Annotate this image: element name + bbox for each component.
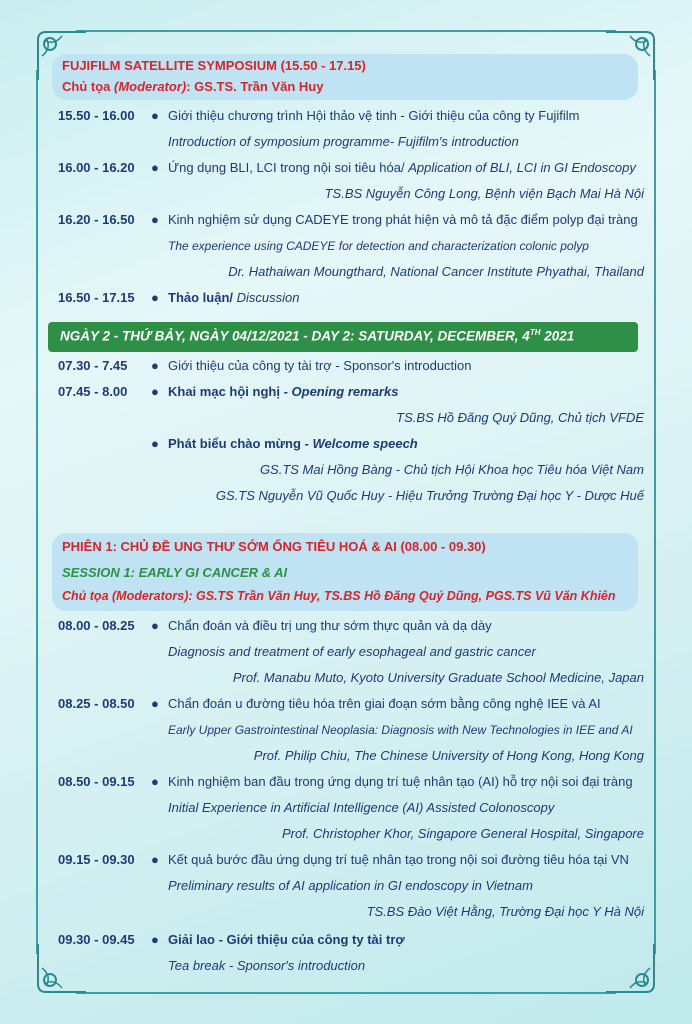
bullet-icon: ● — [151, 384, 159, 399]
bullet-icon: ● — [151, 618, 159, 633]
bullet-icon: ● — [151, 436, 159, 451]
speaker: TS.BS Đào Việt Hằng, Trường Đại học Y Hà Nội — [366, 904, 644, 919]
fuji-header-band — [52, 54, 638, 100]
bullet-icon: ● — [151, 108, 159, 123]
topic: Giới thiệu chương trình Hội thảo vệ tinh - Giới thiệu của công ty Fujifilm — [168, 108, 580, 123]
fuji-moderator — [62, 79, 323, 94]
session1-moderators: Chủ tọa (Moderators): GS.TS Trần Văn Huy, TS.BS Hồ Đăng Quý Dũng, PGS.TS Vũ Văn Khiên — [62, 589, 616, 603]
time: 08.00 - 08.25 — [58, 618, 135, 633]
session1-header-band — [52, 533, 638, 611]
topic-en: The experience using CADEYE for detection and characterization colonic polyp — [168, 239, 589, 253]
bullet-icon: ● — [151, 358, 159, 373]
time: 07.45 - 8.00 — [58, 384, 128, 399]
time: 16.00 - 16.20 — [58, 160, 135, 175]
time: 08.50 - 09.15 — [58, 774, 135, 789]
bullet-icon: ● — [151, 160, 159, 175]
session1-title: PHIÊN 1: CHỦ ĐỀ UNG THƯ SỚM ỐNG TIÊU HOÁ & AI (08.00 - 09.30) — [62, 539, 486, 554]
time: 16.50 - 17.15 — [58, 290, 135, 305]
bullet-icon: ● — [151, 774, 159, 789]
topic: Phát biểu chào mừng - Welcome speech — [168, 436, 418, 451]
moderator-name: : GS.TS. Trần Văn Huy — [186, 79, 324, 94]
bullet-icon: ● — [151, 290, 159, 305]
moderator-tag: (Moderator) — [114, 79, 187, 94]
time: 09.30 - 09.45 — [58, 932, 135, 947]
topic: Kết quả bước đầu ứng dụng trí tuệ nhân tạo trong nội soi đường tiêu hóa tại VN — [168, 852, 629, 867]
topic: Kinh nghiệm ban đầu trong ứng dụng trí tuệ nhân tạo (AI) hỗ trợ nội soi đại tràng — [168, 774, 633, 789]
topic-en: Introduction of symposium programme- Fujifilm's introduction — [168, 134, 519, 149]
fuji-title: FUJIFILM SATELLITE SYMPOSIUM (15.50 - 17.15) — [62, 58, 366, 73]
speaker: Dr. Hathaiwan Moungthard, National Cancer Institute Phyathai, Thailand — [228, 264, 644, 279]
time: 07.30 - 7.45 — [58, 358, 128, 373]
bullet-icon: ● — [151, 852, 159, 867]
time: 08.25 - 08.50 — [58, 696, 135, 711]
time: 09.15 - 09.30 — [58, 852, 135, 867]
speaker: TS.BS Hồ Đăng Quý Dũng, Chủ tịch VFDE — [396, 410, 644, 425]
topic: Chẩn đoán và điều trị ung thư sớm thực quản và dạ dày — [168, 618, 492, 633]
topic: Ứng dụng BLI, LCI trong nội soi tiêu hóa/ Application of BLI, LCI in GI Endoscopy — [168, 160, 636, 175]
topic: Kinh nghiệm sử dụng CADEYE trong phát hiện và mô tả đặc điểm polyp đại tràng — [168, 212, 638, 227]
session1-subtitle: SESSION 1: EARLY GI CANCER & AI — [62, 565, 288, 580]
speaker: GS.TS Mai Hồng Bàng - Chủ tịch Hội Khoa học Tiêu hóa Việt Nam — [259, 462, 644, 477]
bullet-icon: ● — [151, 932, 159, 947]
speaker: Prof. Manabu Muto, Kyoto University Graduate School Medicine, Japan — [232, 670, 644, 685]
bullet-icon: ● — [151, 212, 159, 227]
speaker: Prof. Christopher Khor, Singapore General Hospital, Singapore — [281, 826, 644, 841]
topic-en: Tea break - Sponsor's introduction — [168, 958, 366, 973]
speaker: Prof. Philip Chiu, The Chinese University of Hong Kong, Hong Kong — [253, 748, 644, 763]
speaker: TS.BS Nguyễn Công Long, Bệnh viện Bạch Mai Hà Nội — [324, 186, 644, 201]
topic-en: Diagnosis and treatment of early esophageal and gastric cancer — [168, 644, 536, 659]
time: 16.20 - 16.50 — [58, 212, 135, 227]
topic: Khai mạc hội nghị - Opening remarks — [168, 384, 399, 399]
speaker: GS.TS Nguyễn Vũ Quốc Huy - Hiệu Trưởng Trường Đại học Y - Dược Huế — [215, 488, 644, 503]
topic: Chẩn đoán u đường tiêu hóa trên giai đoạn sớm bằng công nghệ IEE và AI — [168, 696, 601, 711]
topic: Giới thiệu của công ty tài trợ - Sponsor's introduction — [168, 358, 472, 373]
topic: Giải lao - Giới thiệu của công ty tài trợ — [168, 932, 405, 947]
corner-ornament-bottom-right — [600, 938, 660, 998]
topic-en: Preliminary results of AI application in GI endoscopy in Vietnam — [168, 878, 533, 893]
topic-en: Early Upper Gastrointestinal Neoplasia: Diagnosis with New Technologies in IEE and AI — [168, 723, 633, 737]
time: 15.50 - 16.00 — [58, 108, 135, 123]
topic: Thảo luận/ Discussion — [168, 290, 300, 305]
topic-en: Initial Experience in Artificial Intelligence (AI) Assisted Colonoscopy — [168, 800, 555, 815]
moderator-prefix: Chủ tọa — [62, 79, 114, 94]
bullet-icon: ● — [151, 696, 159, 711]
day2-banner: NGÀY 2 - THỨ BẢY, NGÀY 04/12/2021 - DAY 2: SATURDAY, DECEMBER, 4TH 2021 — [48, 322, 638, 352]
